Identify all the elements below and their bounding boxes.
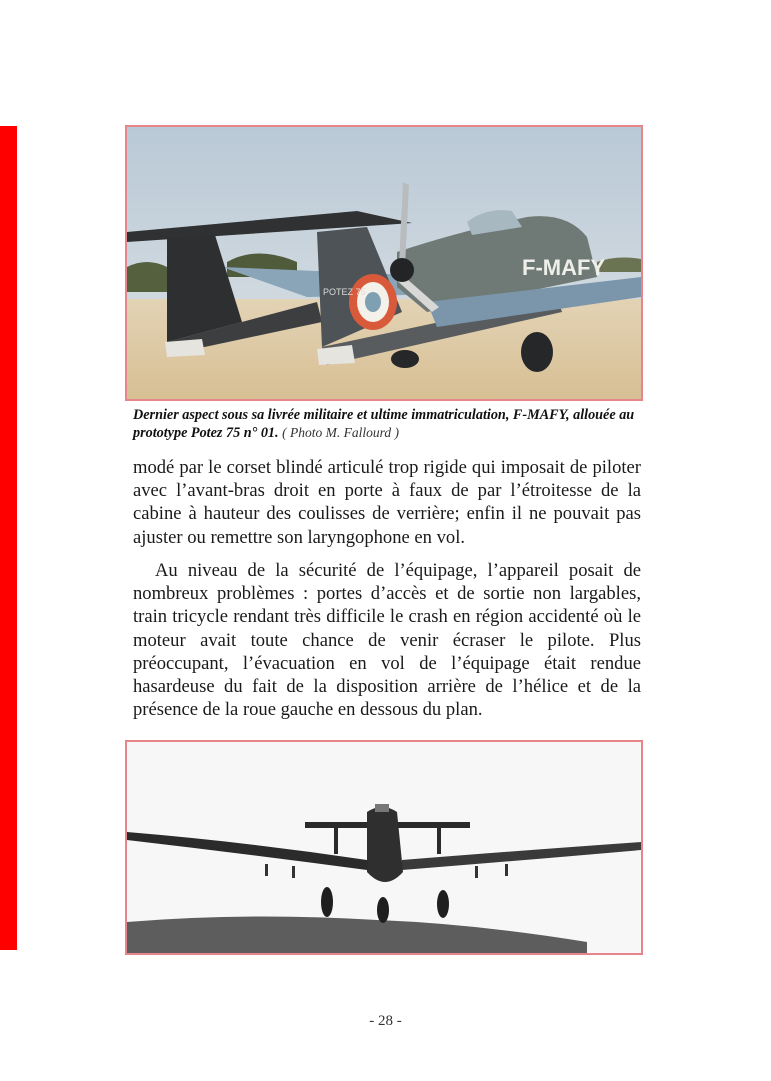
canopy	[375, 804, 389, 812]
figure-caption	[133, 406, 643, 442]
page-number: - 28 -	[369, 1013, 402, 1029]
aircraft-flight-illustration	[127, 742, 641, 953]
photo-potez75-flight	[125, 740, 643, 955]
registration-marking: F-MAFY	[522, 255, 606, 280]
nose-wheel	[391, 350, 419, 368]
bomb-rack	[505, 864, 508, 876]
trees-left	[127, 262, 167, 292]
photo-credit: ( Photo M. Fallourd )	[282, 425, 399, 440]
caption-text: Dernier aspect sous sa livrée militaire et ultime immatriculation, F-MAFY, allouée au prototype Potez 75 n° 01.	[133, 407, 635, 441]
left-boom-strut	[334, 826, 338, 854]
bomb-rack	[265, 864, 268, 876]
body-paragraph: modé par le corset blindé articulé trop rigide qui imposait de piloter avec l’avant-bras droit en porte à faux de par l’étroitesse de la cabine à hauteur des coulisses de verrière; enfin il ne pouvait pas ajuster ou remettre son laryngophone en vol.	[133, 457, 641, 548]
photo-potez75-ground	[125, 125, 643, 401]
red-margin-bar	[0, 126, 17, 950]
right-wheel	[437, 890, 449, 918]
bomb-rack	[475, 866, 478, 878]
left-fin-tip	[165, 339, 205, 357]
right-boom-strut	[437, 826, 441, 854]
aircraft-ground-illustration	[127, 127, 641, 399]
fuselage	[367, 807, 403, 882]
tail-marking: POTEZ 75	[323, 287, 366, 297]
bomb-rack	[292, 866, 295, 878]
roundel-blue	[365, 292, 381, 312]
engine-cowling	[390, 258, 414, 282]
body-paragraph: Au niveau de la sécurité de l’équipage, l’appareil posait de nombreux problèmes : portes d’accès et de sortie non largables, train tricycle rendant très difficile le crash en région accidenté où le moteur avait toute chance de venir écraser le pilote. Plus préoccupant, l’évacuation en vol de l’équipage était rendue hasardeuse du fait de la disposition arrière de l’hélice et de la présence de la roue gauche en dessous du plan.	[133, 560, 641, 721]
left-wheel	[321, 887, 333, 917]
main-wheel	[521, 332, 553, 372]
nose-wheel	[377, 897, 389, 923]
